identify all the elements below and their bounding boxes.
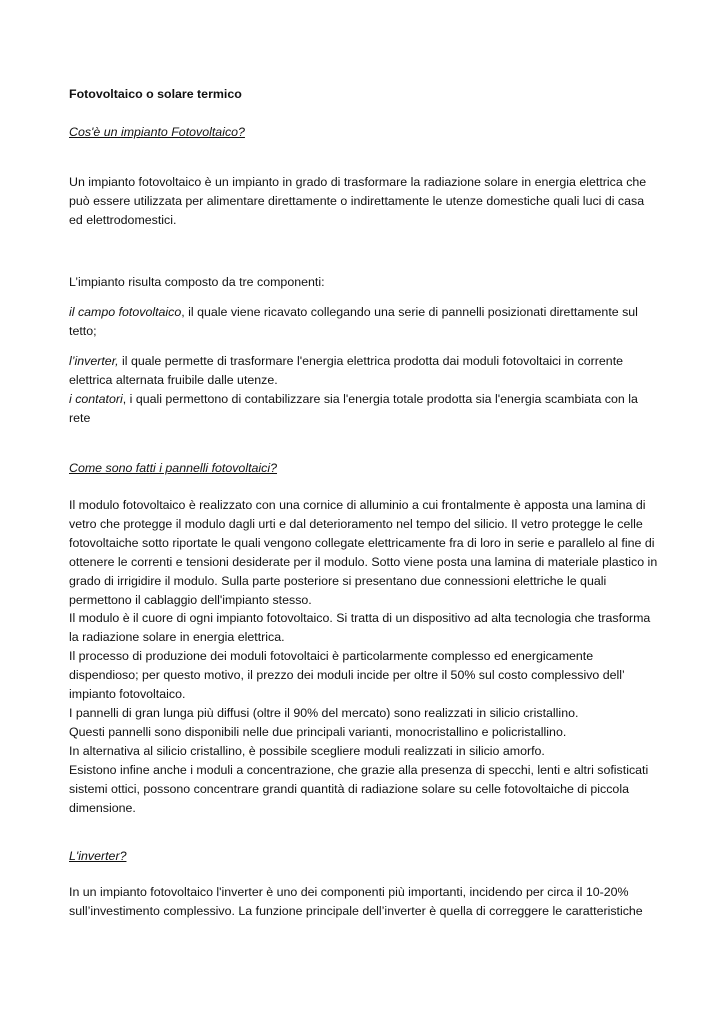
paragraph-silicio-cristallino: I pannelli di gran lunga più diffusi (oltre il 90% del mercato) sono realizzati in silicio cristallino.	[69, 705, 579, 720]
paragraph-inverter: In un impianto fotovoltaico l'inverter è uno dei componenti più importanti, incidendo per circa il 10-20% sull’investimento complessivo. La funzione principale dell’inverter è quella di correggere le caratteristiche	[69, 885, 643, 918]
paragraph-modulo-struttura: Il modulo fotovoltaico è realizzato con una cornice di alluminio a cui frontalmente è apposta una lamina di vetro che protegge il modulo dagli urti e dal deterioramento nel tempo del silicio. Il vetro protegge le celle fotovoltaiche sotto riportate le quali vengono collegate elettricamente fra di loro in serie e parallelo al fine di ottenere le correnti e tensioni desiderate per il modulo. Sotto viene posta una lamina di materiale plastico in grado di irrigidire il modulo. Sulla parte posteriore si presentano due connessioni elettriche le quali permettono il cablaggio dell'impianto stesso.	[69, 498, 658, 607]
section-heading-impianto: Cos'è un impianto Fotovoltaico?	[69, 125, 245, 139]
component-campo	[69, 303, 659, 341]
document-title: Fotovoltaico o solare termico	[69, 87, 242, 101]
section-heading-pannelli: Come sono fatti i pannelli fotovoltaici?	[69, 461, 278, 475]
paragraph-varianti: Questi pannelli sono disponibili nelle due principali varianti, monocristallino e policristallino.	[69, 724, 567, 739]
paragraph-components-intro: L’impianto risulta composto da tre componenti:	[69, 275, 325, 289]
component-contatori-text: , i quali permettono di contabilizzare sia l'energia totale prodotta sia l'energia scambiata con la rete	[69, 392, 638, 425]
component-campo-text: , il quale viene ricavato collegando una serie di pannelli posizionati direttamente sul tetto;	[69, 305, 638, 338]
paragraph-modulo-cuore: Il modulo è il cuore di ogni impianto fotovoltaico. Si tratta di un dispositivo ad alta tecnologia che trasforma la radiazione solare in energia elettrica.	[69, 611, 651, 645]
component-inverter-term: l’inverter,	[69, 354, 119, 368]
section-heading-inverter: L'inverter?	[69, 849, 127, 863]
component-inverter-text: il quale permette di trasformare l'energia elettrica prodotta dai moduli fotovoltaici in corrente elettrica alternata fruibile dalle utenze.	[69, 354, 624, 387]
component-contatori	[69, 390, 659, 428]
paragraph-definition: Un impianto fotovoltaico è un impianto in grado di trasformare la radiazione solare in energia elettrica che può essere utilizzata per alimentare direttamente o indirettamente le utenze domestiche quali luci di casa ed elettrodomestici.	[69, 175, 647, 227]
paragraph-concentrazione: Esistono infine anche i moduli a concentrazione, che grazie alla presenza di specchi, lenti e altri sofisticati sistemi ottici, possono concentrare grandi quantità di radiazione solare su celle fotovoltaiche di piccola dimensione.	[69, 762, 649, 815]
component-contatori-term: i contatori	[69, 392, 123, 406]
paragraph-silicio-amorfo: In alternativa al silicio cristallino, è possibile scegliere moduli realizzati in silicio amorfo.	[69, 743, 545, 758]
component-inverter	[69, 352, 659, 390]
paragraph-processo-produzione: Il processo di produzione dei moduli fotovoltaici è particolarmente complesso ed energicamente dispendioso; per questo motivo, il prezzo dei moduli incide per oltre il 50% sul costo complessivo dell’ impianto fotovoltaico.	[69, 649, 625, 702]
pannelli-body	[69, 496, 659, 817]
component-campo-term: il campo fotovoltaico	[69, 305, 182, 319]
